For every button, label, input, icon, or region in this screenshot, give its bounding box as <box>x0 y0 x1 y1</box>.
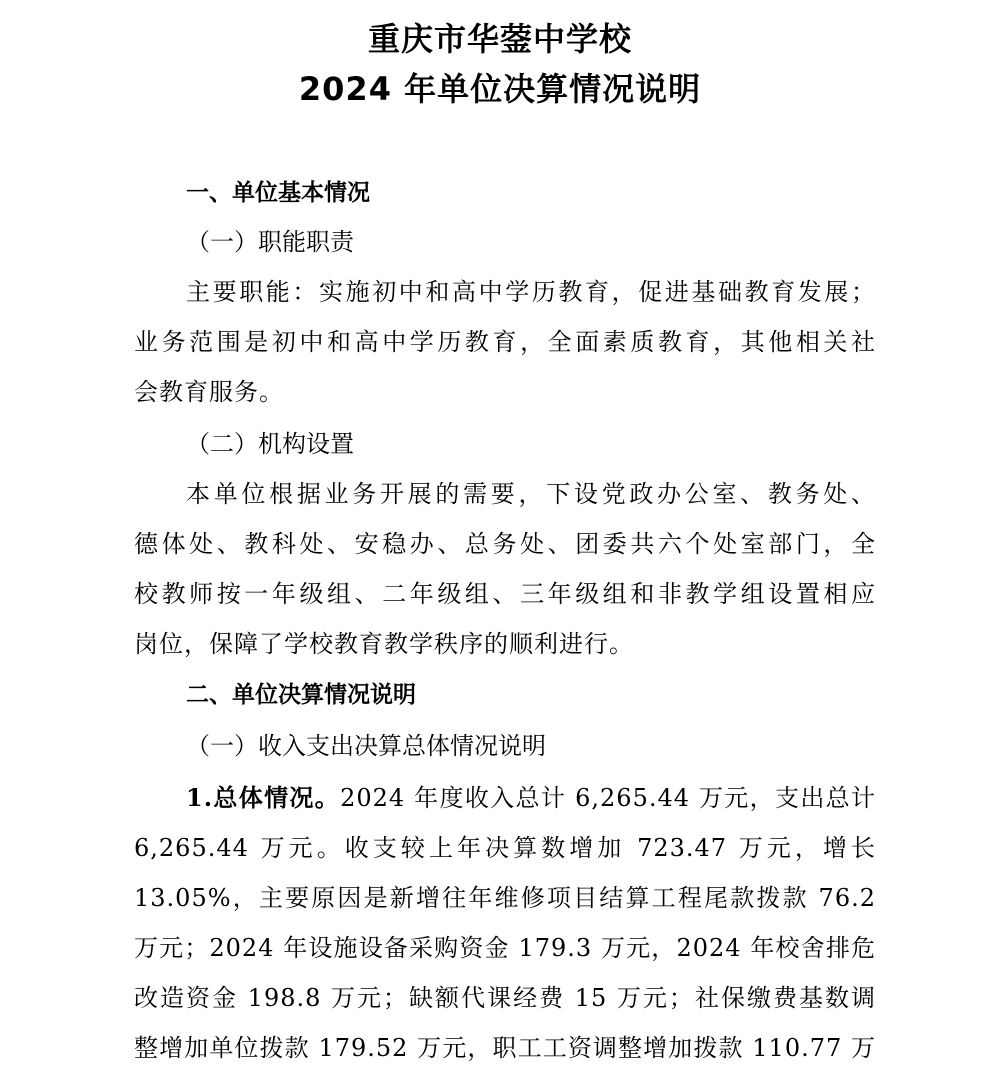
section1-sub2-heading: （二）机构设置 <box>186 430 354 458</box>
section1-heading: 一、单位基本情况 <box>186 180 370 206</box>
paragraph-line: 整增加单位拨款 179.52 万元，职工工资调整增加拨款 110.77 万 <box>134 1034 876 1062</box>
paragraph-line: 万元；2024 年设施设备采购资金 179.3 万元，2024 年校舍排危 <box>134 934 876 962</box>
paragraph-line: 校教师按一年级组、二年级组、三年级组和非教学组设置相应 <box>134 580 876 608</box>
paragraph-line <box>186 778 876 813</box>
document-title-line2: 2024 年单位决算情况说明 <box>298 70 702 108</box>
paragraph-line: 13.05%，主要原因是新增往年维修项目结算工程尾款拨款 76.2 <box>134 884 876 912</box>
paragraph-line: 主要职能：实施初中和高中学历教育，促进基础教育发展； <box>186 278 876 306</box>
paragraph-line: 德体处、教科处、安稳办、总务处、团委共六个处室部门，全 <box>134 530 876 558</box>
paragraph-line: 业务范围是初中和高中学历教育，全面素质教育，其他相关社 <box>134 328 876 356</box>
section1-sub1-heading: （一）职能职责 <box>186 228 354 256</box>
document-title-line1: 重庆市华蓥中学校 <box>367 20 632 58</box>
paragraph-line: 改造资金 198.8 万元；缺额代课经费 15 万元；社保缴费基数调 <box>134 984 876 1012</box>
paragraph-line: 6,265.44 万元。收支较上年决算数增加 723.47 万元，增长 <box>134 834 876 862</box>
section2-sub1-heading: （一）收入支出决算总体情况说明 <box>186 732 546 760</box>
paragraph-lead-bold: 1.总体情况。 <box>186 783 341 812</box>
paragraph-line: 本单位根据业务开展的需要，下设党政办公室、教务处、 <box>186 480 876 508</box>
paragraph-line: 会教育服务。 <box>134 378 284 406</box>
paragraph-line: 岗位，保障了学校教育教学秩序的顺利进行。 <box>134 630 634 658</box>
section2-heading: 二、单位决算情况说明 <box>186 682 416 708</box>
paragraph-lead-text: 2024 年度收入总计 6,265.44 万元，支出总计 <box>340 784 876 812</box>
